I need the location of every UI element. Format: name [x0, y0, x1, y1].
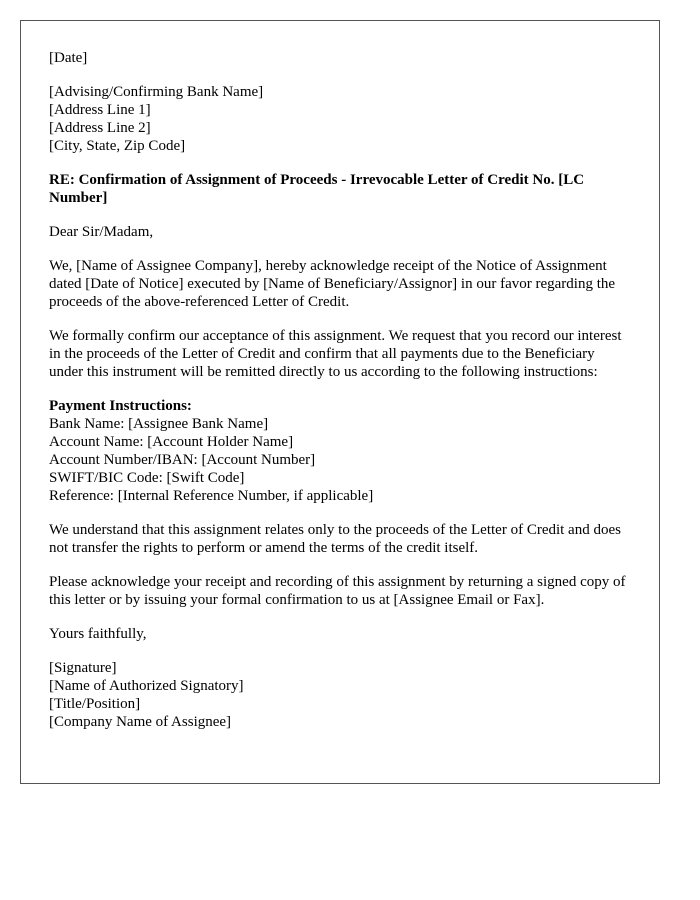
letter-page: [20, 20, 660, 784]
letter-date: [49, 49, 631, 67]
recipient-city-state-zip: [City, State, Zip Code]: [49, 138, 186, 154]
paragraph-request: Please acknowledge your receipt and recording of this assignment by returning a signed copy of this letter or by issuing your formal confirmation to us at [Assignee Email or Fax].: [49, 574, 626, 608]
payment-account-number: Account Number/IBAN: [Account Number]: [49, 452, 316, 468]
paragraph-acknowledgement: We, [Name of Assignee Company], hereby acknowledge receipt of the Notice of Assignment dated [Date of Notice] executed by [Name of Beneficiary/Assignor] in our favor regarding the proceeds of the above-referenced Letter of Credit.: [49, 258, 616, 310]
paragraph-confirmation: We formally confirm our acceptance of this assignment. We request that you record our interest in the proceeds of the Letter of Credit and confirm that all payments due to the Beneficiary under this instrument will be remitted directly to us according to the following instructions:: [49, 328, 622, 380]
payment-instructions-heading: Payment Instructions:: [49, 398, 192, 414]
recipient-address-line-2: [Address Line 2]: [49, 120, 151, 136]
subject-line: RE: Confirmation of Assignment of Proceeds - Irrevocable Letter of Credit No. [LC Number]: [49, 172, 585, 206]
signature-placeholder: [Signature]: [49, 660, 117, 676]
recipient-address: [49, 83, 631, 155]
payment-account-name: Account Name: [Account Holder Name]: [49, 434, 294, 450]
recipient-bank-name: [Advising/Confirming Bank Name]: [49, 84, 264, 100]
payment-instructions: [49, 397, 631, 505]
date-text: [Date]: [49, 50, 88, 66]
paragraph-scope: We understand that this assignment relates only to the proceeds of the Letter of Credit and does not transfer the rights to perform or amend the terms of the credit itself.: [49, 522, 621, 556]
signature-block: [49, 659, 631, 731]
signatory-name: [Name of Authorized Signatory]: [49, 678, 244, 694]
payment-reference: Reference: [Internal Reference Number, if applicable]: [49, 488, 374, 504]
payment-swift-code: SWIFT/BIC Code: [Swift Code]: [49, 470, 245, 486]
signatory-title: [Title/Position]: [49, 696, 141, 712]
recipient-address-line-1: [Address Line 1]: [49, 102, 151, 118]
signatory-company: [Company Name of Assignee]: [49, 714, 232, 730]
salutation: Dear Sir/Madam,: [49, 224, 154, 240]
payment-bank-name: Bank Name: [Assignee Bank Name]: [49, 416, 269, 432]
closing: Yours faithfully,: [49, 626, 147, 642]
